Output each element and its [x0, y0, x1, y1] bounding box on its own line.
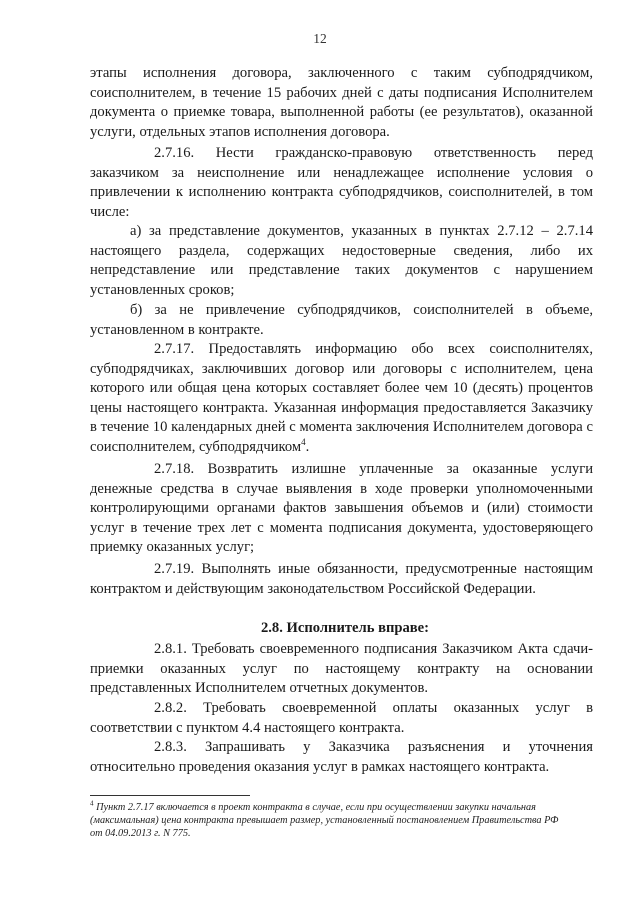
paragraph-2-7-19: 2.7.19. Выполнять иные обязанности, предусмотренные настоящим контрактом и действующим законодательством Российской Федерации.: [90, 561, 593, 597]
footnote-ref: 4: [301, 436, 306, 447]
paragraph-2-7-17-end: .: [305, 438, 310, 455]
paragraph-2-8-3: 2.8.3. Запрашивать у Заказчика разъяснения и уточнения относительно проведения оказания услуг в рамках настоящего контракта.: [90, 739, 593, 775]
footnote-marker: 4: [90, 799, 94, 808]
paragraph-2-7-17-text: 2.7.17. Предоставлять информацию обо всех соисполнителях, субподрядчиках, заключивших договор или договоры с исполнителем, цена которого или общая цена которых составляет более чем 10 (десять) процентов цены настоящего контракта. Указанная информация предоставляется Заказчику в течение 10 календарных дней с момента заключения Исполнителем договора с соисполнителем, субподрядчиком: [90, 341, 593, 455]
paragraph-2-7-17: [90, 340, 593, 457]
paragraph-2-8-1: 2.8.1. Требовать своевременного подписания Заказчиком Акта сдачи-приемки оказанных услуг по настоящему контракту на основании представленных Исполнителем отчетных документов.: [90, 641, 593, 696]
page-number: 12: [313, 31, 327, 46]
paragraph-item-a: а) за представление документов, указанных в пунктах 2.7.12 – 2.7.14 настоящего раздела, содержащих недостоверные сведения, либо их непредставление или представление таких документов с нарушением установленных сроков;: [90, 223, 593, 298]
paragraph-continuation: этапы исполнения договора, заключенного с таким субподрядчиком, соисполнителем, в течение 15 рабочих дней с даты подписания Исполнителем документа о приемке товара, выполненной работы (ее результатов), оказанной услуги, отдельных этапов исполнения договора.: [90, 65, 593, 140]
paragraph-2-7-16: 2.7.16. Нести гражданско-правовую ответственность перед заказчиком за неисполнение или ненадлежащее исполнение условия о привлечении к исполнению контракта субподрядчиков, соисполнителей, в том числе:: [90, 145, 593, 220]
footnote: [90, 801, 570, 840]
paragraph-item-b: б) за не привлечение субподрядчиков, соисполнителей в объеме, установленном в контракте.: [90, 302, 593, 338]
footnote-text: Пункт 2.7.17 включается в проект контракта в случае, если при осуществлении закупки начальная (максимальная) цена контракта превышает размер, установленный постановлением Правительства РФ от 04.09.2013 г. N 775.: [90, 802, 559, 839]
footnote-divider: [90, 795, 250, 796]
section-heading: 2.8. Исполнитель вправе:: [260, 620, 429, 636]
paragraph-2-7-18: 2.7.18. Возвратить излишне уплаченные за оказанные услуги денежные средства в случае выявления в ходе проверки уполномоченными контролирующими органами фактов завышения объемов и (или) стоимости услуг в течение трех лет с момента подписания документа, удостоверяющего приемку оказанных услуг;: [90, 461, 593, 555]
paragraph-2-8-2: 2.8.2. Требовать своевременной оплаты оказанных услуг в соответствии с пунктом 4.4 настоящего контракта.: [90, 700, 593, 736]
